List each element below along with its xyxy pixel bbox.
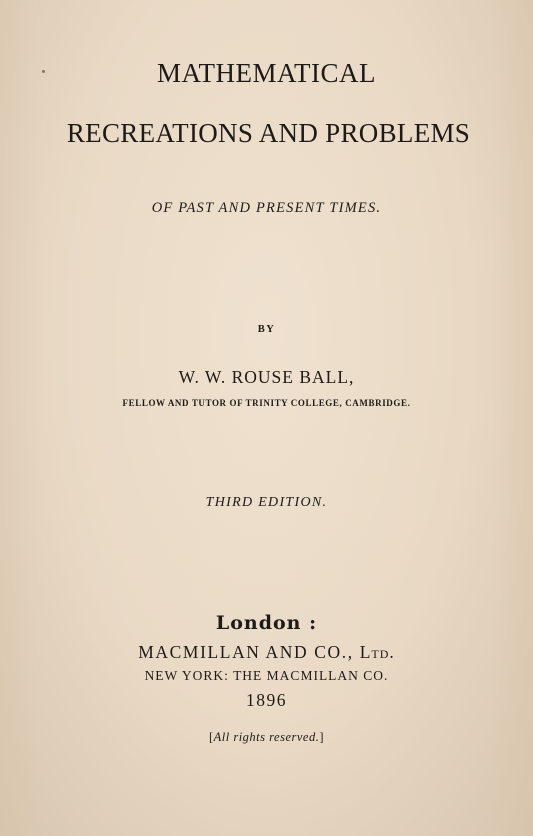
subtitle: OF PAST AND PRESENT TIMES. <box>151 200 382 216</box>
rights-open-bracket: [ <box>208 730 214 744</box>
publication-city: London : <box>215 612 318 634</box>
publication-year: 1896 <box>246 690 287 710</box>
rights-close-bracket: ] <box>319 730 325 744</box>
publisher <box>0 642 533 663</box>
author-name: W. W. ROUSE BALL, <box>178 367 355 387</box>
title-line-2: RECREATIONS AND PROBLEMS <box>66 118 471 148</box>
title-line-1: MATHEMATICAL <box>157 58 376 88</box>
new-york-imprint: NEW YORK: THE MACMILLAN CO. <box>144 668 389 683</box>
publisher-name: MACMILLAN AND CO., <box>138 642 354 662</box>
publisher-suffix: Ltd. <box>359 642 395 662</box>
by-label: BY <box>257 324 276 335</box>
rights-notice <box>0 730 533 745</box>
author-affiliation: FELLOW AND TUTOR OF TRINITY COLLEGE, CAMBRIDGE. <box>122 398 411 408</box>
rights-text: All rights reserved. <box>213 730 320 744</box>
edition: THIRD EDITION. <box>205 495 328 510</box>
